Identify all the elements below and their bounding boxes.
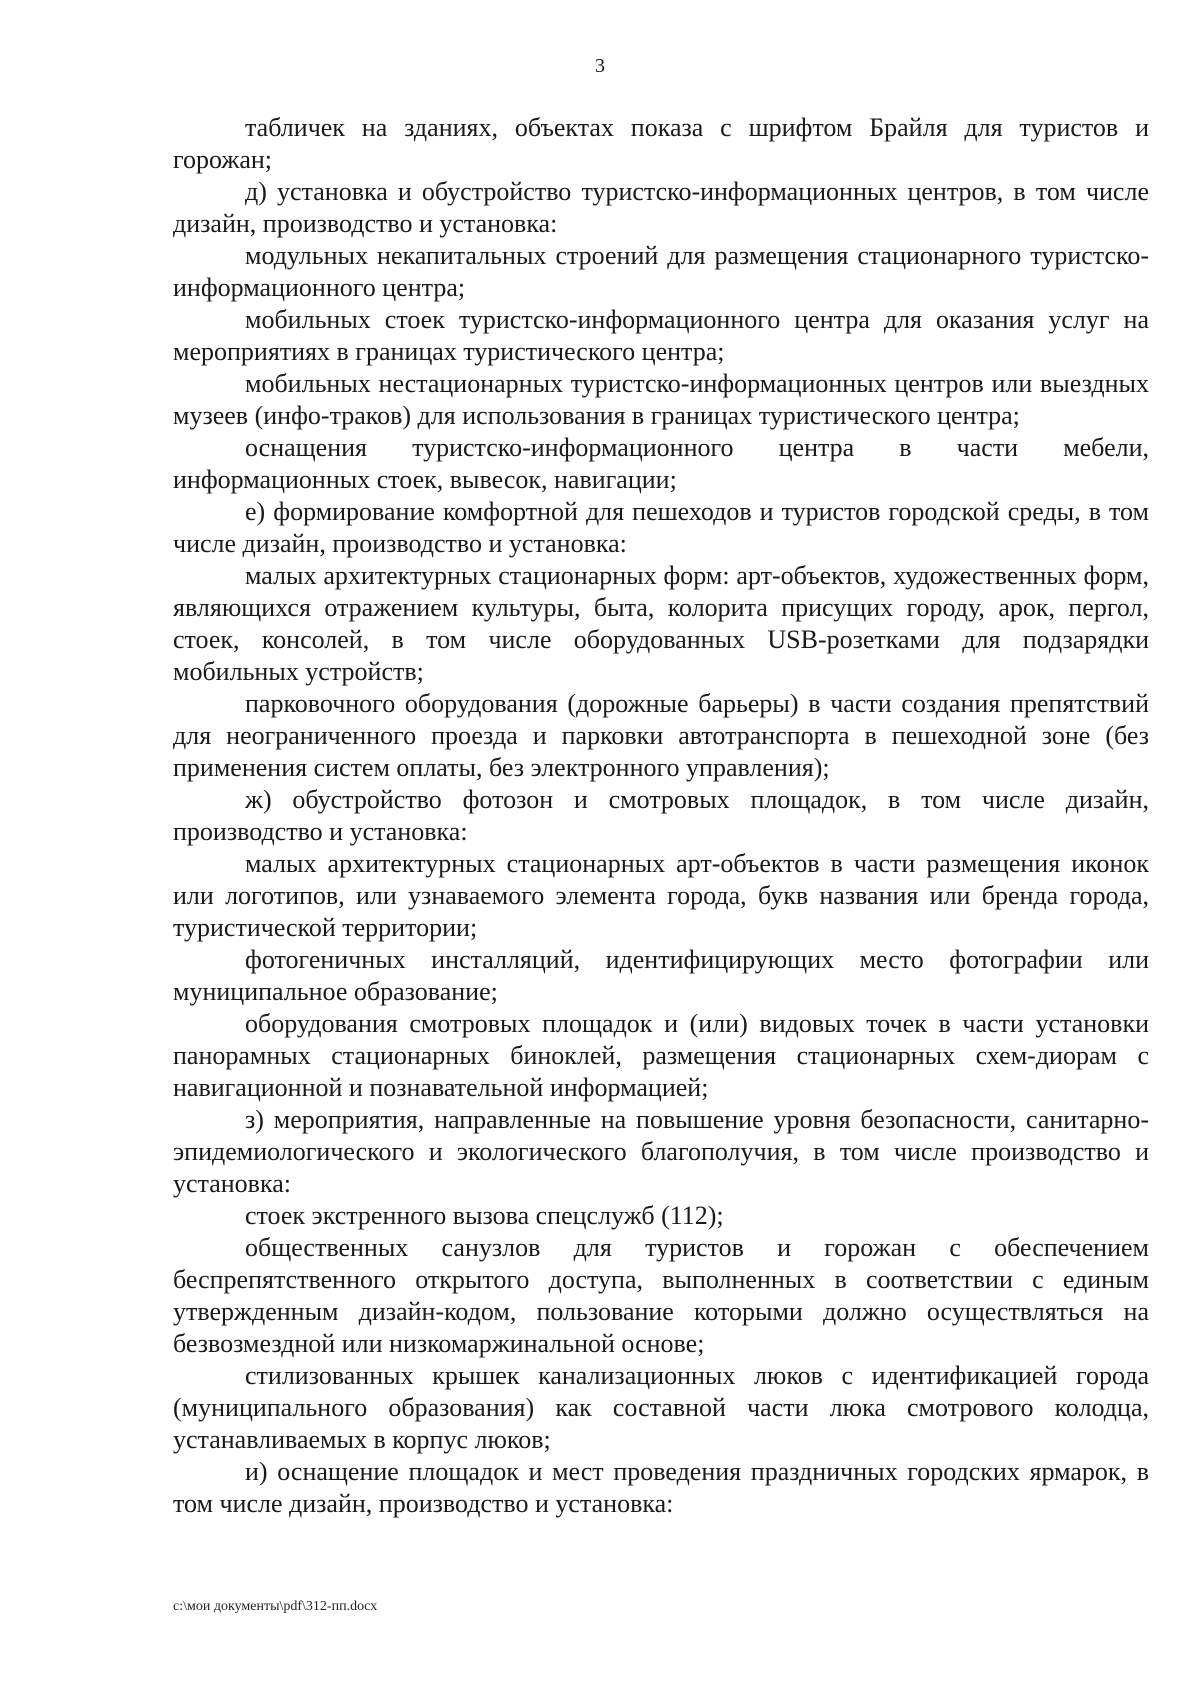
paragraph-11: малых архитектурных стационарных арт-объектов в части размещения иконок или логотипов, или узнаваемого элемента города, букв названия или бренда города, туристической территории; — [173, 849, 1149, 942]
paragraph-4: мобильных стоек туристско-информационного центра для оказания услуг на мероприятиях в границах туристического центра; — [173, 305, 1149, 366]
paragraph-3: модульных некапитальных строений для размещения стационарного туристско-информационного центра; — [173, 241, 1149, 302]
paragraph-16: общественных санузлов для туристов и горожан с обеспечением беспрепятственного открытого доступа, выполненных в соответствии с единым утвержденным дизайн-кодом, пользование которыми должно осуществляться на безвозмездной или низкомаржинальной основе; — [173, 1233, 1149, 1358]
paragraph-10: ж) обустройство фотозон и смотровых площадок, в том числе дизайн, производство и установка: — [173, 785, 1149, 846]
paragraph-7: е) формирование комфортной для пешеходов и туристов городской среды, в том числе дизайн, производство и установка: — [173, 497, 1149, 558]
paragraph-15: стоек экстренного вызова спецслужб (112); — [245, 1201, 724, 1230]
paragraph-13: оборудования смотровых площадок и (или) видовых точек в части установки панорамных стационарных биноклей, размещения стационарных схем-диорам с навигационной и познавательной информацией; — [173, 1009, 1149, 1102]
paragraph-6: оснащения туристско-информационного центра в части мебели, информационных стоек, вывесок, навигации; — [173, 433, 1149, 494]
paragraph-17: стилизованных крышек канализационных люков с идентификацией города (муниципального образования) как составной части люка смотрового колодца, устанавливаемых в корпус люков; — [173, 1361, 1149, 1454]
paragraph-18: и) оснащение площадок и мест проведения праздничных городских ярмарок, в том числе дизайн, производство и установка: — [173, 1457, 1149, 1518]
paragraph-5: мобильных нестационарных туристско-информационных центров или выездных музеев (инфо-траков) для использования в границах туристического центра; — [173, 369, 1149, 430]
paragraph-8: малых архитектурных стационарных форм: арт-объектов, художественных форм, являющихся отражением культуры, быта, колорита присущих городу, арок, пергол, стоек, консолей, в том числе оборудованных USB-розетками для подзарядки мобильных устройств; — [173, 561, 1149, 686]
paragraph-14: з) мероприятия, направленные на повышение уровня безопасности, санитарно-эпидемиологического и экологического благополучия, в том числе производство и установка: — [173, 1105, 1149, 1198]
paragraph-1: табличек на зданиях, объектах показа с шрифтом Брайля для туристов и горожан; — [173, 113, 1149, 174]
page-number: 3 — [595, 55, 605, 77]
paragraph-2: д) установка и обустройство туристско-информационных центров, в том числе дизайн, производство и установка: — [173, 177, 1149, 238]
paragraph-9: парковочного оборудования (дорожные барьеры) в части создания препятствий для неограниченного проезда и парковки автотранспорта в пешеходной зоне (без применения систем оплаты, без электронного управления); — [173, 689, 1149, 782]
paragraph-12: фотогеничных инсталляций, идентифицирующих место фотографии или муниципальное образование; — [173, 945, 1149, 1006]
document-body — [173, 112, 1149, 1520]
footer-file-path: c:\мои документы\pdf\312-пп.docx — [173, 1599, 378, 1614]
